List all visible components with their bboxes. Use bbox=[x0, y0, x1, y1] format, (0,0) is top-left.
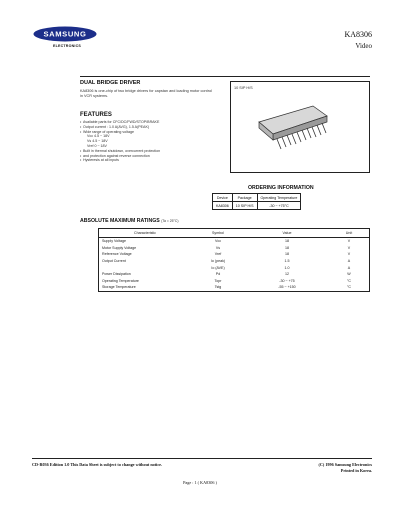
cell-symbol: Pd bbox=[215, 272, 221, 277]
copyright-text: (C) 1996 Samsung Electronics bbox=[318, 462, 372, 467]
cell-temperature: -30 ~ +75°C bbox=[257, 202, 301, 210]
cell-unit: °C bbox=[346, 278, 352, 283]
table-row bbox=[99, 284, 370, 291]
printed-in-text: Printed in Korea. bbox=[340, 468, 372, 473]
category-label: Video bbox=[355, 42, 372, 50]
footer-left-text: CD-R036 Edition 1.0 This Data Sheet is subject to change without notice. bbox=[32, 462, 163, 467]
footer-rule bbox=[32, 458, 372, 459]
header-value: Value bbox=[245, 229, 329, 238]
cell-characteristic: Motor Supply Voltage bbox=[102, 245, 137, 250]
cell-characteristic bbox=[99, 264, 192, 271]
section-title-main: DUAL BRIDGE DRIVER bbox=[80, 80, 141, 86]
cell-unit: V bbox=[347, 239, 351, 244]
cell-symbol: Io (AVE) bbox=[211, 265, 225, 270]
features-list bbox=[80, 120, 220, 163]
table-header-row bbox=[213, 194, 301, 202]
cell-characteristic: Storage Temperature bbox=[102, 285, 136, 290]
package-drawing bbox=[255, 100, 335, 160]
cell-symbol: Vref bbox=[214, 252, 222, 257]
cell-package: 10 SIP H/S bbox=[232, 202, 257, 210]
feature-text: Hysteresis at all inputs bbox=[83, 158, 119, 163]
table-row bbox=[213, 202, 301, 210]
feature-text: Output current : 1.0 A(AVG), 1.5 A(PEAK) bbox=[83, 124, 150, 129]
abs-max-title-text: ABSOLUTE MAXIMUM RATINGS bbox=[80, 218, 160, 224]
header-operating-temperature: Operating Temperature bbox=[257, 194, 301, 202]
bullet-icon: • bbox=[80, 148, 82, 153]
cell-characteristic: Supply Voltage bbox=[102, 239, 126, 244]
table-row bbox=[99, 245, 370, 252]
cell-device: KA8306 bbox=[213, 202, 233, 210]
feature-item bbox=[80, 158, 220, 163]
cell-unit: A bbox=[347, 259, 351, 264]
ordering-title: ORDERING INFORMATION bbox=[248, 185, 314, 191]
cell-symbol: Vs bbox=[215, 245, 221, 250]
cell-unit: V bbox=[347, 252, 351, 257]
table-row bbox=[99, 271, 370, 278]
cell-value: 1.5 bbox=[284, 259, 290, 264]
abs-max-subtitle: (Ta = 25°C) bbox=[161, 219, 179, 223]
cell-value: 18 bbox=[285, 252, 289, 257]
cell-unit: W bbox=[347, 272, 351, 277]
cell-unit: A bbox=[347, 265, 351, 270]
header-package: Package bbox=[232, 194, 257, 202]
cell-symbol: Topr bbox=[214, 278, 222, 283]
cell-symbol: Tstg bbox=[214, 285, 222, 290]
description-text: KA8306 is one-chip of two bridge drivers for capstan and loading motor control in VCR systems. bbox=[80, 89, 212, 98]
cell-value: 12 bbox=[285, 272, 289, 277]
table-row bbox=[99, 278, 370, 285]
feature-text: Built in thermal shutdown, overcurrent protection bbox=[83, 148, 161, 153]
feature-text: Available parts for CFC/DC/FWD/STOP/BRAKE bbox=[83, 120, 160, 124]
abs-max-title bbox=[80, 218, 178, 224]
samsung-logo bbox=[33, 26, 97, 42]
logo-subtitle: ELECTRONICS bbox=[53, 44, 81, 48]
feature-text: Vref 0 ~ 18V bbox=[87, 143, 107, 148]
table-row bbox=[99, 258, 370, 265]
page-number: Page : 1 ( KA8306 ) bbox=[183, 480, 217, 485]
cell-value: -30 ~ +75 bbox=[279, 278, 295, 283]
table-row bbox=[99, 238, 370, 245]
footer-right bbox=[280, 462, 372, 474]
cell-characteristic: Output Current bbox=[102, 259, 126, 264]
cell-characteristic: Reference Voltage bbox=[102, 252, 132, 257]
cell-symbol: Vcc bbox=[215, 239, 221, 244]
cell-value: 18 bbox=[285, 239, 289, 244]
header-unit: Unit bbox=[329, 229, 370, 238]
table-row bbox=[99, 264, 370, 271]
header-device: Device bbox=[213, 194, 233, 202]
part-number: KA8306 bbox=[344, 30, 372, 39]
table-row bbox=[99, 251, 370, 258]
feature-text: Vcc 4.5 ~ 18V bbox=[87, 134, 110, 139]
cell-unit: V bbox=[347, 245, 351, 250]
feature-text: Wide range of operating voltage bbox=[83, 129, 134, 134]
feature-text: and protection against reverse connection bbox=[83, 153, 150, 158]
cell-characteristic: Power Dissipation bbox=[102, 272, 131, 277]
features-title: FEATURES bbox=[80, 112, 112, 118]
header-characteristic: Characteristic bbox=[99, 229, 192, 238]
cell-symbol: Io (peak) bbox=[210, 259, 226, 264]
bullet-icon: • bbox=[80, 120, 82, 124]
bullet-icon: • bbox=[80, 124, 82, 129]
ordering-table bbox=[212, 193, 301, 210]
cell-value: 1.0 bbox=[284, 265, 290, 270]
cell-value: 18 bbox=[285, 245, 289, 250]
header-symbol: Symbol bbox=[191, 229, 245, 238]
table-header-row bbox=[99, 229, 370, 238]
bullet-icon: • bbox=[80, 158, 82, 163]
cell-value: -55 ~ +150 bbox=[278, 285, 296, 290]
feature-text: Vs 4.5 ~ 18V bbox=[87, 139, 108, 144]
bullet-icon: • bbox=[80, 153, 82, 158]
logo-text: SAMSUNG bbox=[43, 29, 87, 39]
bullet-icon: • bbox=[80, 129, 82, 134]
abs-max-table bbox=[98, 228, 370, 292]
cell-unit: °C bbox=[346, 285, 352, 290]
header-rule bbox=[80, 76, 370, 77]
package-label: 10 SIP H/S bbox=[234, 86, 253, 90]
cell-characteristic: Operating Temperature bbox=[102, 278, 139, 283]
